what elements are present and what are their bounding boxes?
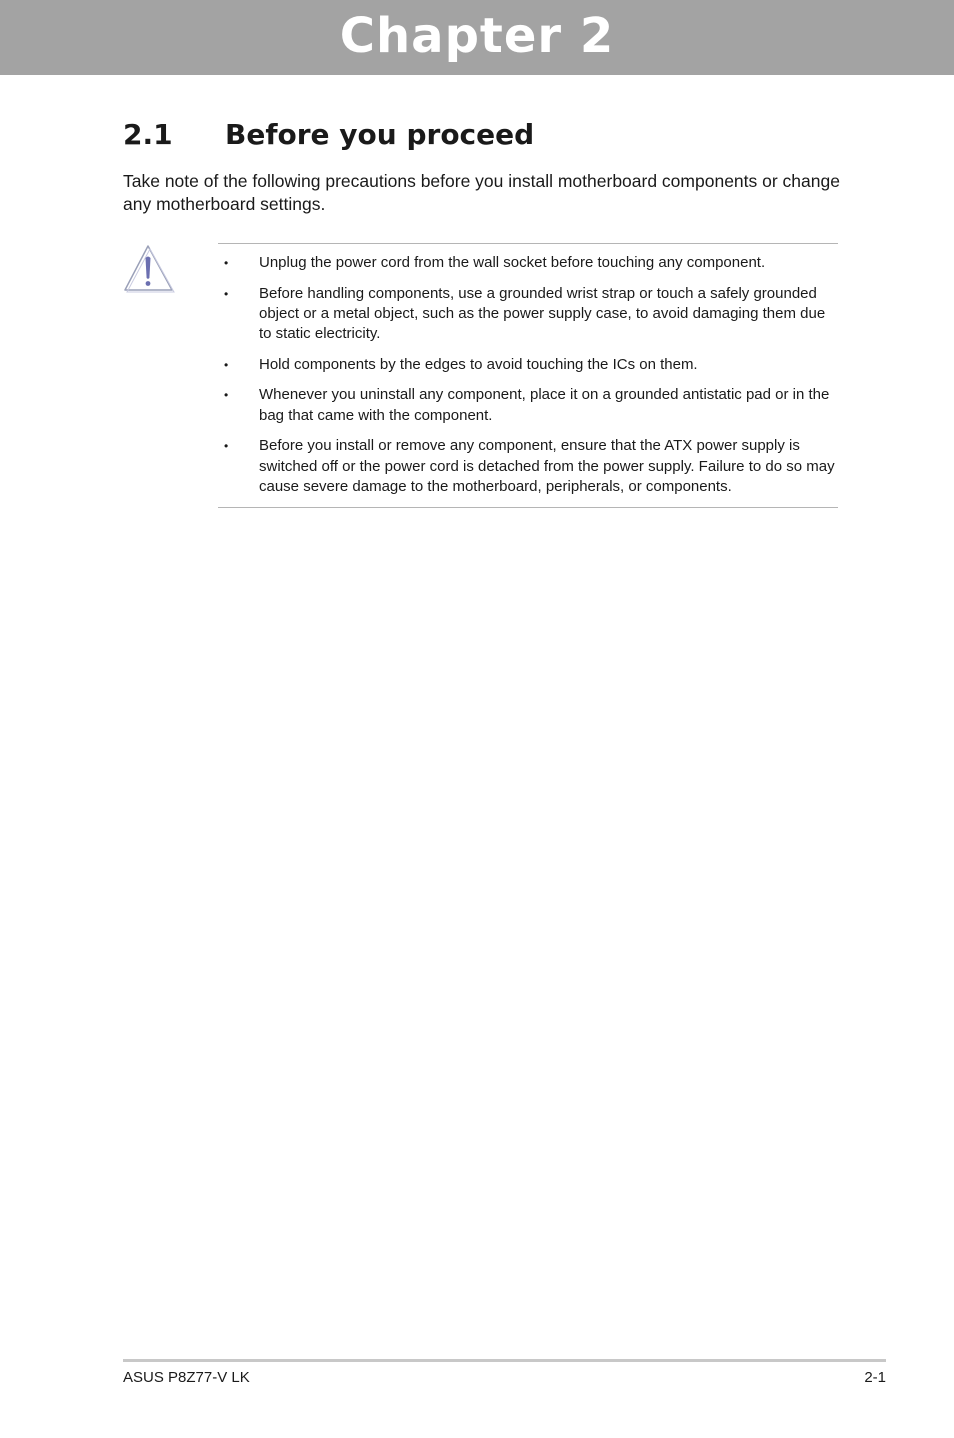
bullet: • <box>224 388 229 403</box>
warning-triangle-icon <box>122 242 178 294</box>
caution-notice <box>218 243 838 508</box>
list-item-text: Before handling components, use a grounded wrist strap or touch a safely grounded object or a metal object, such as the power supply case, to avoid damaging them due to static electricity. <box>259 284 826 343</box>
bullet: • <box>224 256 229 270</box>
list-item-text: Before you install or remove any component, ensure that the ATX power supply is switched off or the power cord is detached from the power supply. Failure to do so may cause severe damage to the motherboard, peripherals, or components. <box>259 437 835 495</box>
list-item-text: Unplug the power cord from the wall socket before touching any component. <box>259 254 766 271</box>
section-heading <box>123 118 534 151</box>
list-item-text: Hold components by the edges to avoid touching the ICs on them. <box>259 355 698 373</box>
list-item <box>218 385 838 426</box>
list-item-text: Whenever you uninstall any component, place it on a grounded antistatic pad or in the bag that came with the component. <box>259 386 830 424</box>
footer-divider <box>123 1359 886 1362</box>
intro-paragraph: Take note of the following precautions before you install motherboard components or change any motherboard settings. <box>123 171 840 214</box>
precaution-list <box>218 253 838 497</box>
bullet: • <box>224 439 229 454</box>
footer-product-name: ASUS P8Z77-V LK <box>123 1369 250 1386</box>
list-item <box>218 253 838 273</box>
section-title: Before you proceed <box>225 118 535 151</box>
bullet: • <box>224 286 229 301</box>
section-number: 2.1 <box>123 118 173 151</box>
chapter-banner <box>0 0 954 75</box>
footer-page-number: 2-1 <box>864 1369 886 1386</box>
bullet: • <box>224 357 229 372</box>
list-item <box>218 355 838 375</box>
list-item <box>218 284 838 345</box>
chapter-title: Chapter 2 <box>339 7 615 64</box>
list-item <box>218 436 838 497</box>
